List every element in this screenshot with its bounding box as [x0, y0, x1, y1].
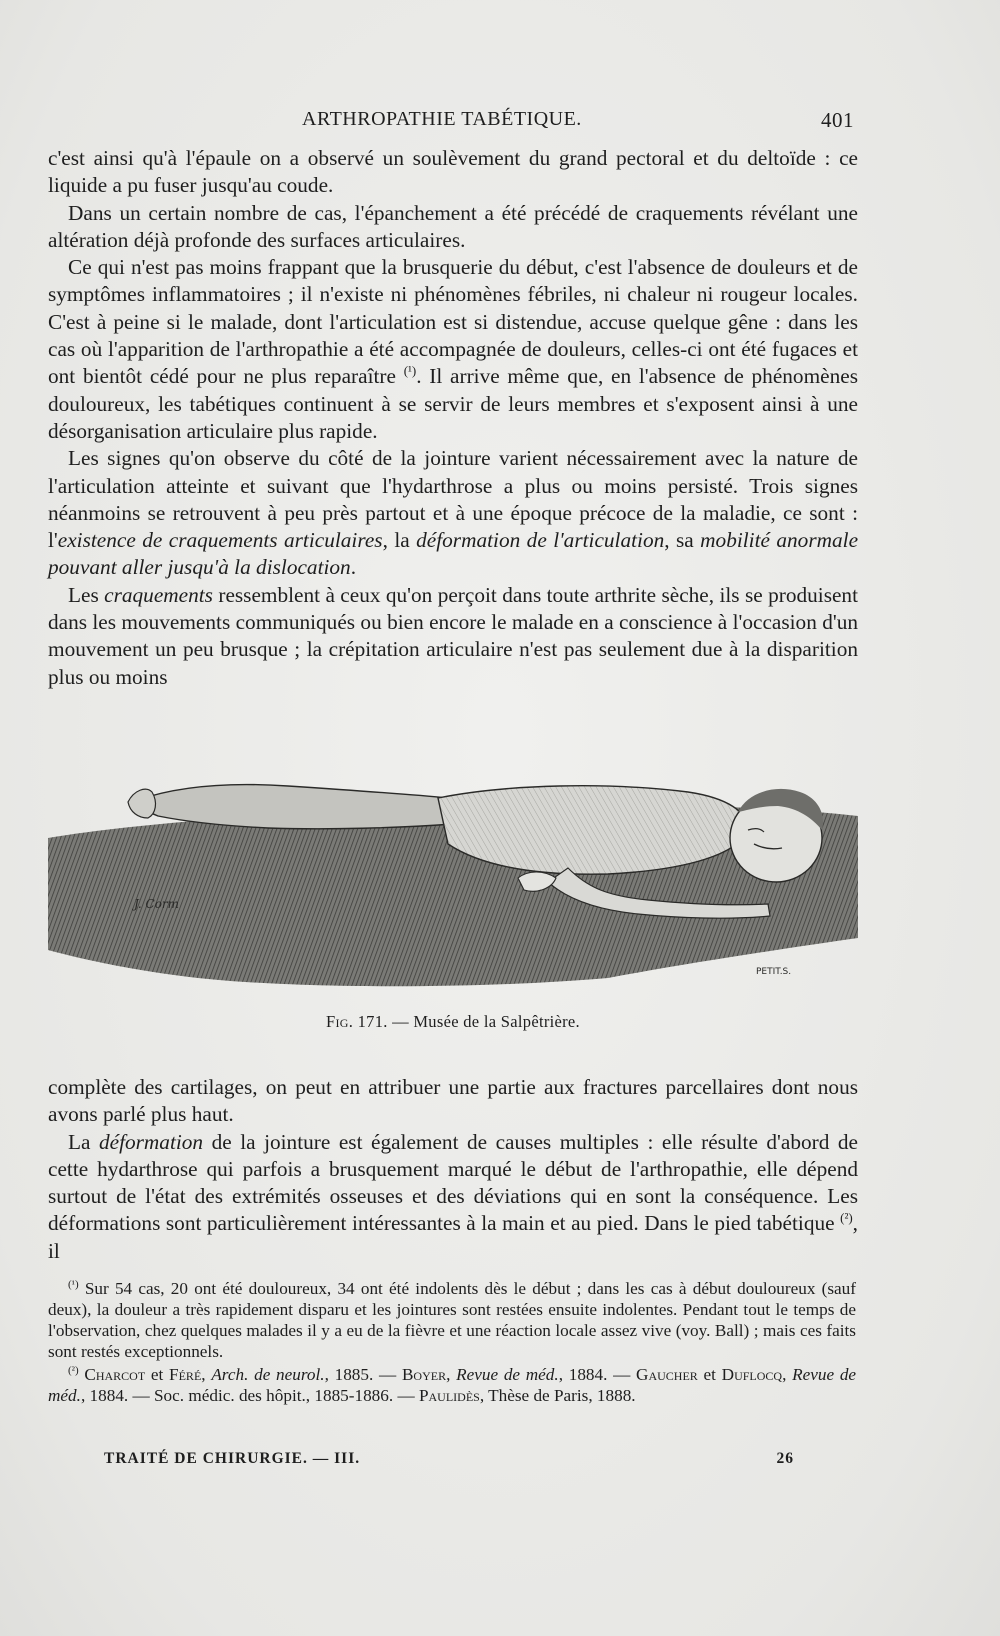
book-title-signature: TRAITÉ DE CHIRURGIE. — III. [104, 1450, 361, 1467]
figure-caption-text: — Musée de la Salpêtrière. [387, 1012, 580, 1031]
artist-signature: J. Corm [134, 897, 180, 911]
paragraph: Les craquements ressemblent à ceux qu'on perçoit dans toute arthrite sèche, ils se produisent dans les mouvements communiqués ou bien encore le malade en a conscience à l'occasion d'un mouvement un peu brusque ; la crépitation articulaire n'est pas seulement due à la disparition plus ou moins [48, 582, 858, 689]
footnote: $^{(^2)}$ Charcot et Féré, Arch. de neurol., 1885. — Boyer, Revue de méd., 1884. — Gaucher et Duflocq, Revue de méd., 1884. — Soc. médic. des hôpit., 1885-1886. — Paulidès, Thèse de Paris, 1888. [48, 1364, 857, 1405]
engraver-signature: PETIT.S. [756, 967, 792, 977]
body-text-top [48, 145, 858, 691]
figure-caption [48, 1012, 858, 1032]
paragraph: complète des cartilages, on peut en attribuer une partie aux fractures parcellaires dont nous avons parlé plus haut. [48, 1075, 858, 1127]
patient-foot [128, 789, 155, 818]
paragraph: Dans un certain nombre de cas, l'épanchement a été précédé de craquements révélant une altération déjà profonde des surfaces articulaires. [48, 200, 858, 252]
page-footer [48, 1450, 856, 1474]
paragraph: La déformation de la jointure est également de causes multiples : elle résulte d'abord de cette hydarthrose qui parfois a brusquement marqué le début de l'arthropathie, elle dépend surtout de l'état des extrémités osseuses et des déviations qui en sont la conséquence. Les déformations sont particulièrement intéressantes à la main et au pied. Dans le pied tabétique $^{(^2)}$, il [48, 1129, 858, 1263]
paragraph: c'est ainsi qu'à l'épaule on a observé un soulèvement du grand pectoral et du deltoïde : ce liquide a pu fuser jusqu'au coude. [48, 146, 858, 198]
footnote-ref: (¹) [403, 363, 417, 379]
running-title: ARTHROPATHIE TABÉTIQUE. [302, 108, 582, 130]
body-text-bottom [48, 1074, 858, 1265]
footnote: $^{(^1)}$ Sur 54 cas, 20 ont été douloureux, 34 ont été indolents dès le début ; dans les cas à début douloureux (sauf deux), la douleur a très rapidement disparu et les jointures sont restées ensuite indolentes. Pendant tout le temps de l'observation, chez quelques malades il y a eu de la fièvre et une réaction locale assez vive (voy. Ball) ; mais ces faits sont restés exceptionnels. [48, 1278, 856, 1361]
paragraph: Ce qui n'est pas moins frappant que la brusquerie du début, c'est l'absence de douleurs et de symptômes inflammatoires ; il n'existe ni phénomènes fébriles, ni chaleur ni rougeur locales. C'est à peine si le malade, dont l'articulation est si distendue, accuse quelque gêne : dans les cas où l'apparition de l'arthropathie a été accompagnée de douleurs, celles-ci ont été fugaces et ont bientôt cédé pour ne plus reparaître $^{(^1)}$. Il arrive même que, en l'absence de phénomènes douloureux, les tabétiques continuent à se servir de leurs membres et s'exposent ainsi à une désorganisation articulaire plus rapide. [48, 255, 858, 443]
footnote-ref: (²) [840, 1210, 853, 1226]
signature-number: 26 [776, 1450, 794, 1467]
running-header [48, 108, 854, 134]
paragraph: Les signes qu'on observe du côté de la jointure varient nécessairement avec la nature de l'articulation atteinte et suivant que l'hydarthrose a plus ou moins persisté. Trois signes néanmoins se retrouvent à peu près partout et à une époque précoce de la maladie, ce sont : l'existence de craquements articulaires, la déformation de l'articulation, sa mobilité anormale pouvant aller jusqu'à la dislocation. [48, 446, 859, 580]
patient-torso [438, 786, 748, 874]
figure-number: Fig. 171. [326, 1012, 388, 1031]
footnotes [48, 1278, 856, 1408]
figure-illustration [48, 778, 858, 1008]
page-number: 401 [821, 108, 854, 132]
